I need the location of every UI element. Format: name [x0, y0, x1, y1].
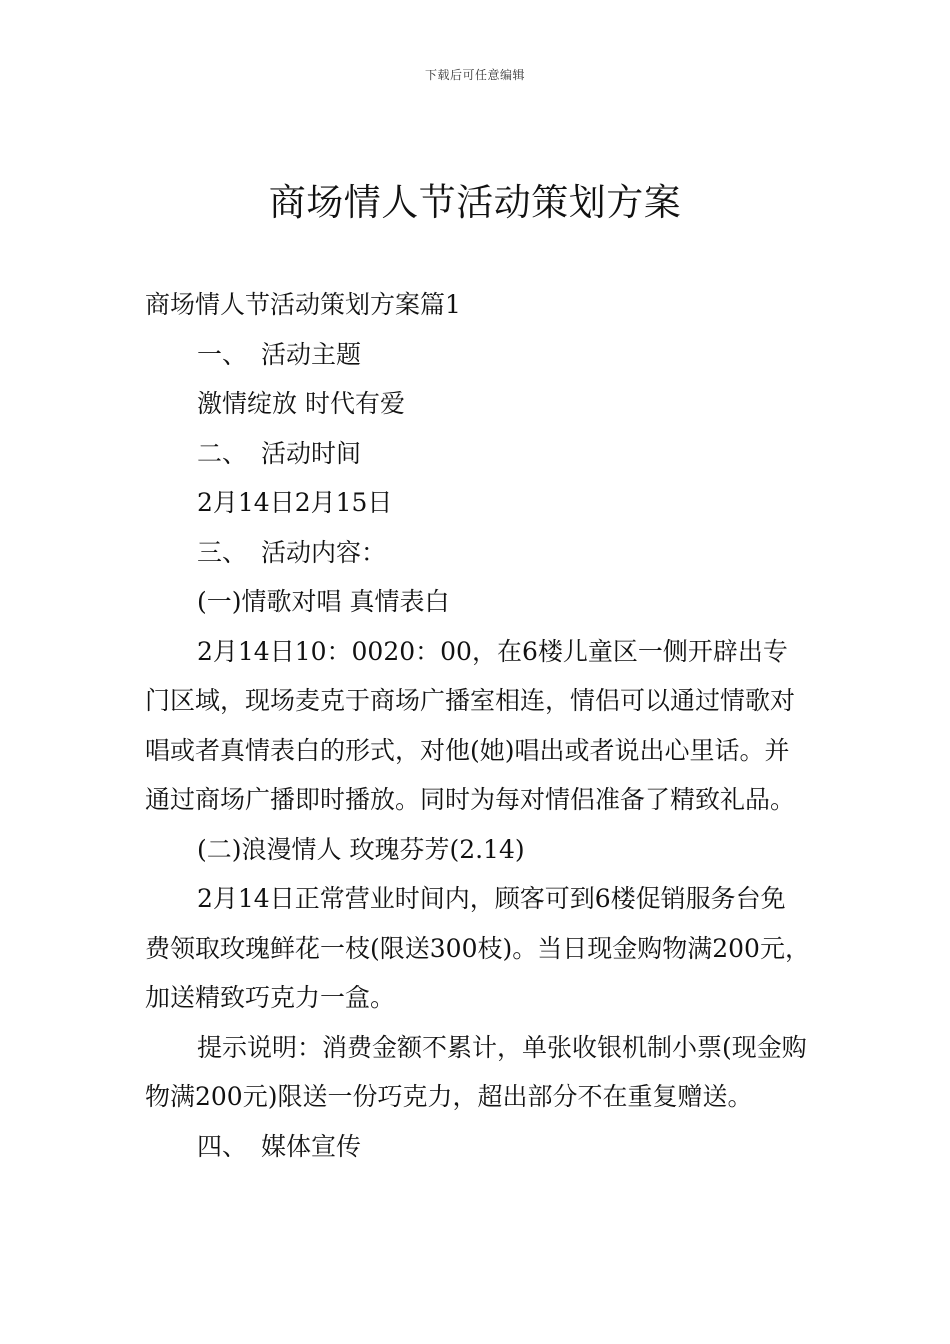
section-number: 四、 [197, 1131, 248, 1161]
section-number: 二、 [197, 438, 248, 468]
section-heading-text: 活动时间 [261, 438, 362, 468]
subsection-body-2: 2月14日正常营业时间内，顾客可到6楼促销服务台免费领取玫瑰鲜花一枝(限送300枝)。当日现金购物满200元，加送精致巧克力一盒。 [145, 884, 810, 1012]
section-heading-text: 媒体宣传 [261, 1131, 362, 1161]
section-heading-3 [145, 528, 810, 578]
section-content-1: 激情绽放 时代有爱 [197, 389, 405, 418]
subsection-note-2: 提示说明：消费金额不累计，单张收银机制小票(现金购物满200元)限送一份巧克力，超出部分不在重复赠送。 [145, 1032, 807, 1111]
section-heading-text: 活动主题 [261, 339, 362, 369]
document-title: 商场情人节活动策划方案 [268, 181, 682, 224]
section-heading-2 [145, 429, 810, 479]
section-number: 三、 [197, 537, 248, 567]
subsection-title-1: (一)情歌对唱 真情表白 [197, 587, 450, 616]
document-subtitle: 商场情人节活动策划方案篇1 [145, 290, 461, 319]
section-number: 一、 [197, 339, 248, 369]
subsection-body-1: 2月14日10：0020：00，在6楼儿童区一侧开辟出专门区域，现场麦克于商场广播室相连，情侣可以通过情歌对唱或者真情表白的形式，对他(她)唱出或者说出心里话。并通过商场广播即时播放。同时为每对情侣准备了精致礼品。 [145, 636, 796, 814]
subsection-title-2: (二)浪漫情人 玫瑰芬芳(2.14) [197, 834, 525, 864]
document-body [145, 280, 810, 1171]
section-heading-text: 活动内容： [261, 537, 387, 567]
section-heading-4 [145, 1122, 810, 1172]
page-header-note: 下载后可任意编辑 [424, 68, 525, 82]
section-content-2: 2月14日2月15日 [197, 488, 393, 517]
section-heading-1 [145, 330, 810, 380]
